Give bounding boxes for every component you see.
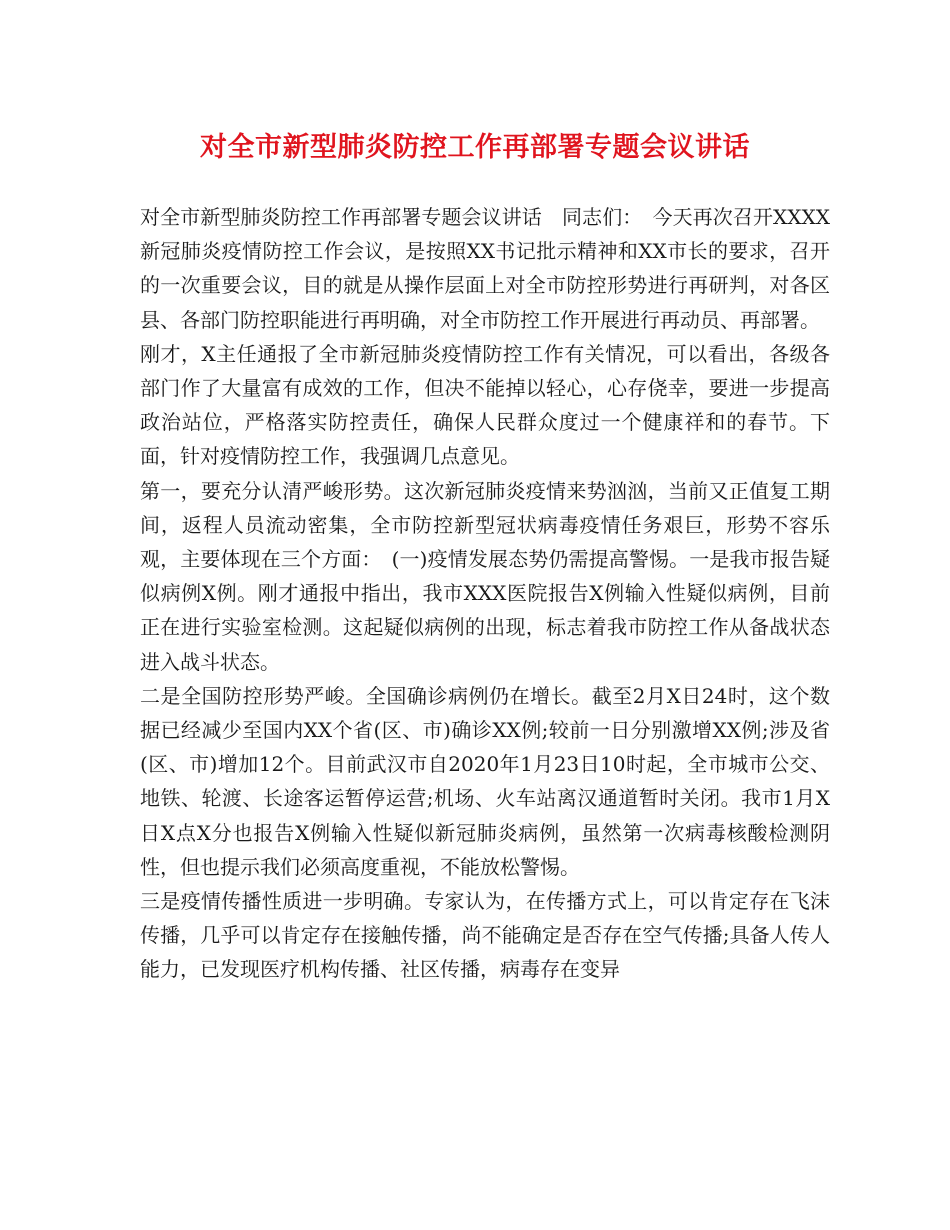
document-body (140, 200, 830, 987)
document-title: 对全市新型肺炎防控工作再部署专题会议讲话 (200, 132, 750, 163)
paragraph-situation-report: 刚才，X主任通报了全市新冠肺炎疫情防控工作有关情况，可以看出，各级各部门作了大量富有成效的工作，但决不能掉以轻心，心存侥幸，要进一步提高政治站位，严格落实防控责任，确保人民群众度过一个健康祥和的春节。下面，针对疫情防控工作，我强调几点意见。 (140, 341, 830, 469)
paragraph-opening: 对全市新型肺炎防控工作再部署专题会议讲话 同志们： 今天再次召开XXXX新冠肺炎疫情防控工作会议，是按照XX书记批示精神和XX市长的要求，召开的一次重要会议，目的就是从操作层面上对全市防控形势进行再研判，对各区县、各部门防控职能进行再明确，对全市防控工作开展进行再动员、再部署。 (140, 205, 830, 332)
paragraph-national-situation: 二是全国防控形势严峻。全国确诊病例仍在增长。截至2月X日24时，这个数据已经减少至国内XX个省(区、市)确诊XX例;较前一日分别激增XX例;涉及省(区、市)增加12个。目前武汉市自2020年1月23日10时起，全市城市公交、地铁、轮渡、长途客运暂停运营;机场、火车站离汉通道暂时关闭。我市1月X日X点X分也报告X例输入性疑似新冠肺炎病例，虽然第一次病毒核酸检测阴性，但也提示我们必须高度重视，不能放松警惕。 (140, 683, 830, 879)
paragraph-point-one: 第一，要充分认清严峻形势。这次新冠肺炎疫情来势汹汹，当前又正值复工期间，返程人员流动密集，全市防控新型冠状病毒疫情任务艰巨，形势不容乐观，主要体现在三个方面： (一)疫情发展态势仍需提高警惕。一是我市报告疑似病例X例。刚才通报中指出，我市XXX医院报告X例输入性疑似病例，目前正在进行实验室检测。这起疑似病例的出现，标志着我市防控工作从备战状态进入战斗状态。 (140, 478, 830, 674)
paragraph-transmission: 三是疫情传播性质进一步明确。专家认为，在传播方式上，可以肯定存在飞沫传播，几乎可以肯定存在接触传播，尚不能确定是否存在空气传播;具备人传人能力，已发现医疗机构传播、社区传播，病毒存在变异 (140, 889, 830, 982)
